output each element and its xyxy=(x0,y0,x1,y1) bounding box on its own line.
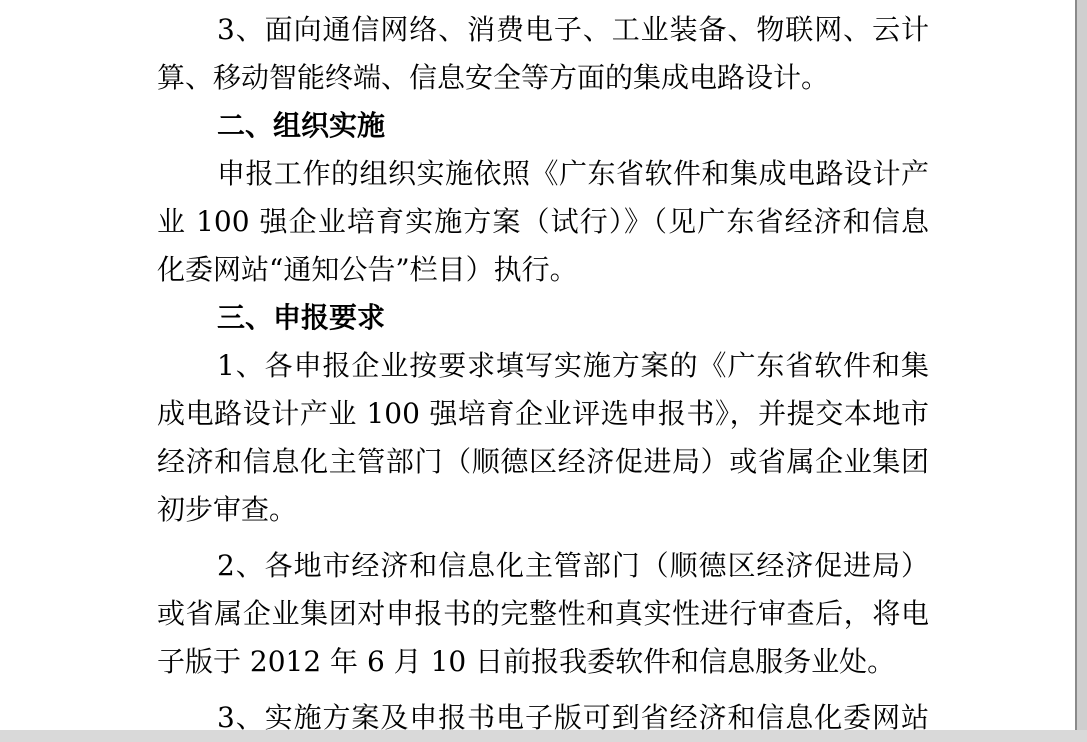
paragraph-line: 经济和信息化主管部门（顺德区经济促进局）或省属企业集团 xyxy=(157,445,929,478)
paragraph-line: 3、实施方案及申报书电子版可到省经济和信息化委网站 xyxy=(217,701,929,734)
section-heading: 三、申报要求 xyxy=(217,301,386,334)
document-body xyxy=(157,6,937,742)
paragraph-line: 或省属企业集团对申报书的完整性和真实性进行审查后，将电 xyxy=(157,597,929,630)
paragraph-line: 1、各申报企业按要求填写实施方案的《广东省软件和集 xyxy=(217,349,929,382)
paragraph-line: 成电路设计产业 100 强培育企业评选申报书》，并提交本地市 xyxy=(157,397,929,430)
paragraph-line: 3、面向通信网络、消费电子、工业装备、物联网、云计 xyxy=(217,13,929,46)
paragraph-line: 申报工作的组织实施依照《广东省软件和集成电路设计产 xyxy=(217,157,929,190)
paragraph-line: 2、各地市经济和信息化主管部门（顺德区经济促进局） xyxy=(217,549,929,582)
paragraph-line: 算、移动智能终端、信息安全等方面的集成电路设计。 xyxy=(157,61,830,94)
paragraph-line: 子版于 2012 年 6 月 10 日前报我委软件和信息服务业处。 xyxy=(157,645,896,678)
page-edge xyxy=(1077,0,1087,730)
paragraph-line: 化委网站“通知公告”栏目）执行。 xyxy=(157,253,578,286)
section-heading: 二、组织实施 xyxy=(217,109,386,142)
paragraph-line: 初步审查。 xyxy=(157,493,298,526)
paragraph-line: 业 100 强企业培育实施方案（试行）》（见广东省经济和信息 xyxy=(157,205,929,238)
